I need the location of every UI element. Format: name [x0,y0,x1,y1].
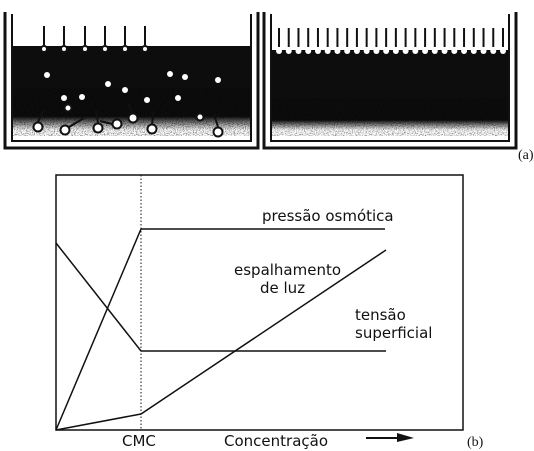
cmc-tick-label: CMC [122,432,156,450]
monolayer-head [471,48,477,54]
monolayer-head [442,48,448,54]
arrow-right-icon [366,433,414,442]
x-axis-label: Concentração [224,432,328,450]
monolayer-head [276,48,282,54]
beaker-right-liquid-grain [272,98,508,136]
osmotic-pressure-label: pressão osmótica [262,207,394,225]
monolayer-head [315,48,321,54]
monolayer-head [383,48,389,54]
monolayer-head [364,48,370,54]
graph-frame [56,175,463,430]
monolayer-head [403,48,409,54]
monolayer-head [461,48,467,54]
monolayer-head [325,48,331,54]
monolayer-head [334,48,340,54]
monolayer-head [432,48,438,54]
monolayer-head [500,48,506,54]
monolayer-head [305,48,311,54]
monolayer-head [295,48,301,54]
monolayer-head [373,48,379,54]
monolayer-head [481,48,487,54]
monolayer-head [490,48,496,54]
surface-tension-label-1: tensão [355,306,406,324]
monolayer-head [422,48,428,54]
panel-b-label: (b) [467,435,484,450]
monolayer-head [451,48,457,54]
beaker-above-cmc [264,12,516,148]
light-scattering-label-2: de luz [260,279,306,297]
panel-b [56,175,484,450]
panel-a-label: (a) [518,148,534,163]
monolayer-head [354,48,360,54]
monolayer-head [344,48,350,54]
beaker-below-cmc [5,12,258,148]
monolayer-head [412,48,418,54]
monolayer-head [286,48,292,54]
osmotic-pressure-curve [56,229,385,430]
panel-a [5,12,534,163]
light-scattering-label-1: espalhamento [234,261,342,279]
surface-tension-label-2: superficial [355,324,433,342]
monolayer-head [393,48,399,54]
surface-tension-curve [56,243,386,351]
